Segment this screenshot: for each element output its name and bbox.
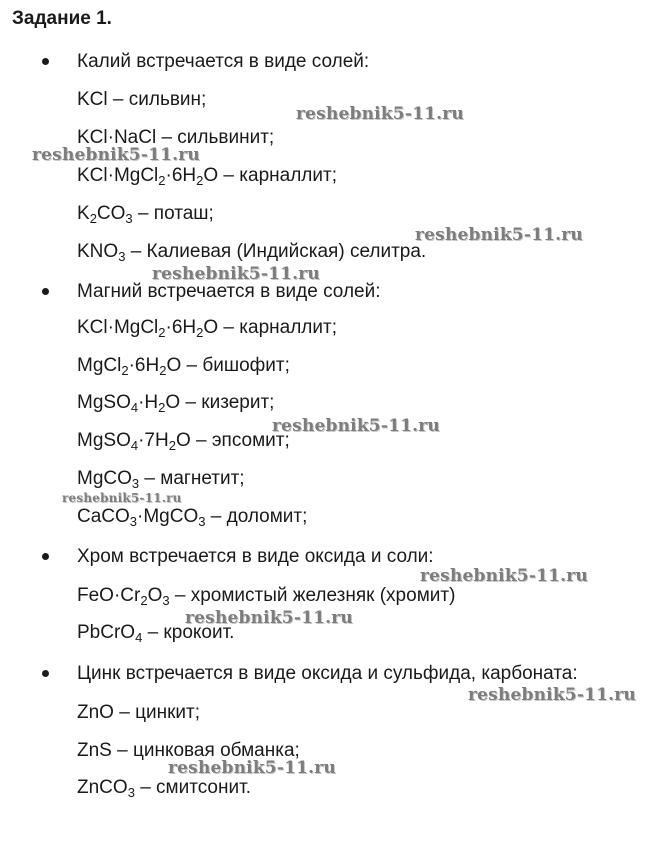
bullet-icon	[42, 58, 49, 65]
subscript: 3	[162, 593, 170, 608]
subscript: 2	[159, 363, 167, 378]
formula-line: CaCO$_3$·MgCO$_3$ – доломит;	[77, 506, 308, 529]
subscript: 3	[125, 211, 133, 226]
section-heading: Калий встречается в виде солей:	[77, 51, 370, 72]
subscript: 4	[135, 630, 143, 645]
formula-line: MgCO$_3$ – магнетит;	[77, 468, 245, 491]
formula-line: PbCrO$_4$ – крокоит.	[77, 622, 235, 645]
subscript: 3	[198, 514, 206, 529]
section-heading: Магний встречается в виде солей:	[77, 281, 381, 302]
watermark: reshebnik5-11.ru	[185, 608, 353, 628]
formula-line: ZnCO$_3$ – смитсонит.	[77, 777, 251, 800]
watermark: reshebnik5-11.ru	[62, 491, 182, 505]
subscript: 3	[131, 476, 140, 491]
section-heading: Хром встречается в виде оксида и соли:	[77, 546, 434, 567]
formula-line: ZnO – цинкит;	[77, 702, 200, 723]
watermark: reshebnik5-11.ru	[272, 416, 440, 436]
formula-line: $KCl\cdot MgCl_2\cdot 6H_2O$ – карналлит;	[77, 165, 337, 188]
subscript: 2	[158, 325, 166, 340]
subscript: 4	[130, 400, 139, 415]
subscript: 2	[89, 211, 97, 226]
subscript: 3	[129, 514, 138, 529]
subscript: 2	[121, 363, 129, 378]
section-heading: Цинк встречается в виде оксида и сульфида, карбоната:	[77, 663, 578, 684]
formula-line: $MgSO_4\cdot H_2O$ – кизерит;	[77, 392, 275, 415]
subscript: 2	[158, 173, 166, 188]
task-title: Задание 1.	[12, 8, 112, 29]
bullet-icon	[42, 553, 49, 560]
subscript: 2	[168, 438, 176, 453]
subscript: 3	[118, 249, 126, 264]
watermark: reshebnik5-11.ru	[168, 758, 336, 778]
formula-line: $MgCl_2\cdot 6H_2O$ – бишофит;	[77, 355, 290, 378]
formula-line: $MgSO_4\cdot 7H_2O$ – эпсомит;	[77, 430, 290, 453]
bullet-icon	[42, 670, 49, 677]
watermark: reshebnik5-11.ru	[415, 225, 583, 245]
watermark: reshebnik5-11.ru	[420, 566, 588, 586]
formula-line: ZnS – цинковая обманка;	[77, 740, 300, 761]
subscript: 3	[127, 785, 135, 800]
watermark: reshebnik5-11.ru	[152, 264, 320, 284]
subscript: 2	[196, 325, 204, 340]
formula-line: $FeO\cdot Cr_2O_3$ – хромистый железняк (хромит)	[77, 585, 456, 608]
formula-line: $KNO_3$ – Калиевая (Индийская) селитра.	[77, 241, 427, 264]
subscript: 2	[196, 173, 204, 188]
subscript: 2	[158, 400, 166, 415]
watermark: reshebnik5-11.ru	[296, 104, 464, 124]
bullet-icon	[42, 288, 49, 295]
formula-line: KCl·NaCl – сильвинит;	[77, 127, 275, 148]
subscript: 2	[140, 593, 148, 608]
formula-line: $K_2CO_3$ – поташ;	[77, 203, 214, 226]
subscript: 4	[130, 438, 139, 453]
watermark: reshebnik5-11.ru	[32, 145, 200, 165]
formula-line: $KCl\cdot MgCl_2\cdot 6H_2O$ – карналлит;	[77, 317, 337, 340]
formula-line: KCl – сильвин;	[77, 89, 207, 110]
watermark: reshebnik5-11.ru	[468, 685, 636, 705]
